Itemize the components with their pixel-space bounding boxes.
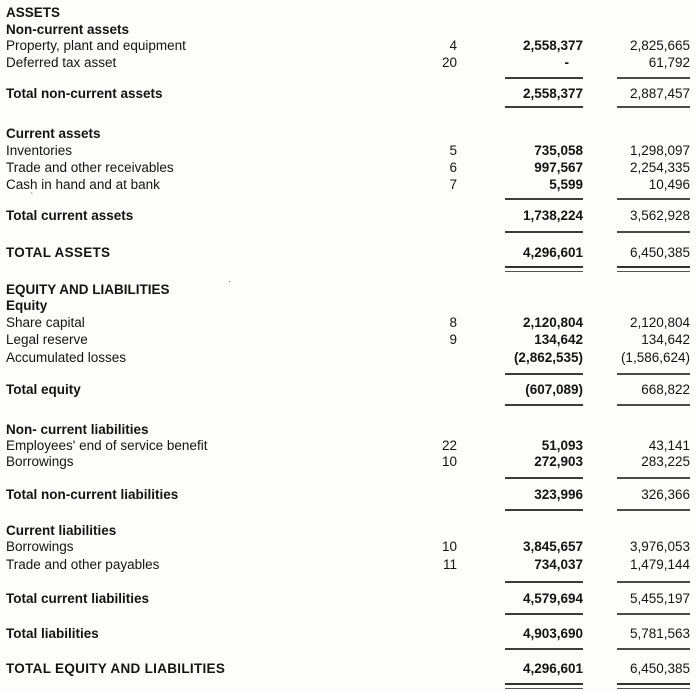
row-amount-current-year: 134,642 [534,332,583,347]
table-row [0,453,697,470]
row-label: Non- current liabilities [6,422,149,437]
row-label: Cash in hand and at bank [6,177,160,192]
column-rule-current-year [505,373,583,375]
row-note-number: 10 [441,539,457,554]
row-amount-current-year: 734,037 [534,557,583,572]
double-rule-row [0,266,697,272]
row-amount-prior-year: 3,562,928 [629,208,690,223]
row-amount-prior-year: 326,366 [641,487,690,502]
row-amount-current-year: 4,903,690 [522,626,583,641]
rule-row [0,477,697,483]
row-label: Accumulated losses [6,350,127,365]
column-rule-current-year [505,404,583,406]
rule-row [0,613,697,619]
column-rule-prior-year [617,404,690,406]
row-label: Borrowings [6,454,74,469]
row-note-number: 22 [441,438,457,453]
column-rule-prior-year [617,581,690,583]
column-rule-current-year [505,613,583,615]
row-label: Equity [6,298,48,313]
section-header-row [0,522,697,539]
column-rule-current-year [505,77,583,79]
column-rule-current-year [505,683,583,689]
row-amount-current-year: 272,903 [534,454,583,469]
row-label: Non-current assets [6,22,130,37]
row-note-number: 9 [449,332,457,347]
row-amount-current-year: 1,738,224 [522,208,583,223]
row-label: Share capital [6,315,85,330]
column-rule-current-year [505,581,583,583]
section-header-row [0,125,697,142]
total-row [0,85,697,102]
double-rule-row [0,683,697,689]
table-row [0,54,697,71]
row-amount-prior-year: 6,450,385 [629,661,690,676]
row-label: Total non-current assets [6,86,163,101]
total-row [0,625,697,642]
row-note-number: 10 [441,454,457,469]
row-note-number: 5 [449,143,457,158]
section-header-row [0,281,697,298]
row-amount-prior-year: 1,298,097 [629,143,690,158]
row-note-number: 7 [449,177,457,192]
rule-row [0,231,697,237]
row-amount-current-year: 2,558,377 [522,86,583,101]
table-row [0,37,697,54]
column-rule-current-year [505,648,583,650]
table-row [0,142,697,159]
row-amount-current-year: 997,567 [534,160,583,175]
column-rule-current-year [505,509,583,511]
scan-artifact-mark: ` [30,192,34,203]
total-row [0,381,697,398]
table-row [0,437,697,454]
table-row [0,349,697,366]
row-amount-prior-year: 2,254,335 [629,160,690,175]
row-amount-current-year: (2,862,535) [513,350,583,365]
column-rule-prior-year [617,231,690,233]
column-rule-current-year [505,477,583,479]
total-row [0,207,697,224]
column-rule-prior-year [617,477,690,479]
column-rule-prior-year [617,198,690,200]
rule-row [0,198,697,204]
section-header-row [0,421,697,438]
row-note-number: 8 [449,315,457,330]
table-row [0,176,697,193]
column-rule-current-year [505,198,583,200]
row-label: Employees' end of service benefit [6,438,208,453]
rule-row [0,581,697,587]
row-amount-prior-year: 3,976,053 [629,539,690,554]
column-rule-current-year [505,231,583,233]
row-amount-current-year: 735,058 [534,143,583,158]
row-amount-prior-year: 6,450,385 [629,245,690,260]
row-label: Total current liabilities [6,591,150,606]
row-label: TOTAL ASSETS [6,245,111,260]
row-label: Current assets [6,126,101,141]
row-amount-prior-year: 2,120,804 [629,315,690,330]
column-rule-prior-year [617,613,690,615]
row-amount-current-year: 323,996 [534,487,583,502]
section-header-row [0,21,697,38]
rule-row [0,77,697,83]
row-amount-prior-year: 283,225 [641,454,690,469]
grand-total-row [0,660,697,677]
column-rule-current-year [505,106,583,108]
column-rule-prior-year [617,106,690,108]
row-amount-current-year: 5,599 [549,177,583,192]
row-note-number: 4 [449,38,457,53]
row-label: Trade and other receivables [6,160,174,175]
row-amount-prior-year: 668,822 [641,382,690,397]
row-label: Borrowings [6,539,74,554]
row-label: Trade and other payables [6,557,160,572]
row-amount-current-year: 2,558,377 [522,38,583,53]
row-amount-current-year: (607,089) [525,382,583,397]
total-row [0,486,697,503]
row-note-number: 6 [449,160,457,175]
section-header-row [0,297,697,314]
row-amount-current-year: 2,120,804 [522,315,583,330]
row-note-number: 11 [442,557,457,572]
row-amount-current-year: 4,296,601 [522,245,583,260]
column-rule-prior-year [617,683,690,689]
rule-row [0,509,697,515]
row-amount-prior-year: 2,825,665 [629,38,690,53]
row-amount-prior-year: 1,479,144 [629,557,690,572]
table-row [0,159,697,176]
row-amount-current-year: 51,093 [541,438,583,453]
row-label: Total current assets [6,208,134,223]
row-label: Total equity [6,382,81,397]
row-note-number: 20 [441,55,457,70]
table-row [0,331,697,348]
row-label: ASSETS [6,5,61,20]
column-rule-prior-year [617,266,690,272]
row-label: Inventories [6,143,73,158]
row-amount-prior-year: 2,887,457 [629,86,690,101]
scan-artifact-mark: · [228,276,232,287]
row-amount-prior-year: 134,642 [641,332,690,347]
table-row [0,538,697,555]
row-amount-current-year: - [564,55,569,70]
rule-row [0,106,697,112]
section-header-row [0,4,697,21]
row-amount-current-year: 4,296,601 [522,661,583,676]
row-label: Deferred tax asset [6,55,117,70]
row-amount-current-year: 4,579,694 [522,591,583,606]
row-label: Total non-current liabilities [6,487,179,502]
row-amount-current-year: 3,845,657 [522,539,583,554]
row-label: EQUITY AND LIABILITIES [6,282,170,297]
rule-row [0,648,697,654]
row-label: Legal reserve [6,332,88,347]
column-rule-prior-year [617,509,690,511]
row-label: Property, plant and equipment [6,38,186,53]
row-amount-prior-year: 43,141 [648,438,690,453]
row-amount-prior-year: 10,496 [648,177,690,192]
row-label: Total liabilities [6,626,99,641]
table-row [0,314,697,331]
row-amount-prior-year: 5,781,563 [629,626,690,641]
column-rule-prior-year [617,77,690,79]
row-label: Current liabilities [6,523,117,538]
row-amount-prior-year: 5,455,197 [629,591,690,606]
row-amount-prior-year: 61,792 [648,55,690,70]
column-rule-prior-year [617,648,690,650]
table-row [0,556,697,573]
row-label: TOTAL EQUITY AND LIABILITIES [6,661,226,676]
row-amount-prior-year: (1,586,624) [620,350,690,365]
total-row [0,590,697,607]
rule-row [0,404,697,410]
column-rule-prior-year [617,373,690,375]
rule-row [0,373,697,379]
grand-total-row [0,244,697,261]
column-rule-current-year [505,266,583,272]
